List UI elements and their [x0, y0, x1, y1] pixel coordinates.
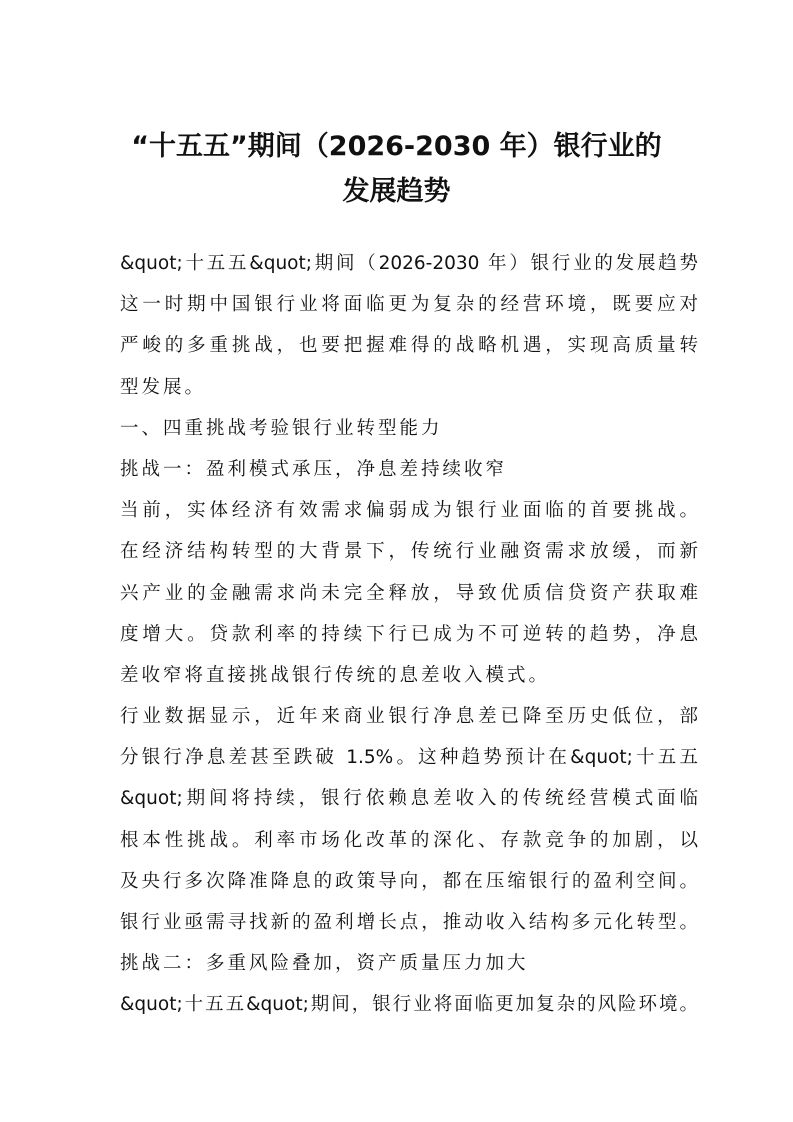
- text-line: 型发展。: [120, 376, 207, 398]
- text-line: &quot;期间将持续，银行依赖息差收入的传统经营模式面临: [120, 788, 698, 810]
- text-line: &quot;十五五&quot;期间（2026-2030 年）银行业的发展趋势: [120, 253, 698, 274]
- text-line: 差收窄将直接挑战银行传统的息差收入模式。: [120, 664, 551, 686]
- text-line: 兴产业的金融需求尚未完全释放，导致优质信贷资产获取难: [120, 582, 698, 604]
- text-line: 挑战一：盈利模式承压，净息差持续收窄: [120, 458, 508, 480]
- text-line: 当前，实体经济有效需求偏弱成为银行业面临的首要挑战。: [120, 500, 698, 522]
- text-line: 这一时期中国银行业将面临更为复杂的经营环境，既要应对: [120, 294, 698, 316]
- document-title-line-1: “十五五”期间（2026-2030 年）银行业的: [131, 131, 662, 162]
- text-line: 及央行多次降准降息的政策导向，都在压缩银行的盈利空间。: [120, 870, 698, 892]
- text-line: 银行业亟需寻找新的盈利增长点，推动收入结构多元化转型。: [120, 912, 698, 933]
- text-line: 根本性挑战。利率市场化改革的深化、存款竞争的加剧，以: [120, 829, 698, 851]
- text-line: 在经济结构转型的大背景下，传统行业融资需求放缓，而新: [120, 541, 698, 563]
- text-line: 行业数据显示，近年来商业银行净息差已降至历史低位，部: [120, 706, 698, 728]
- text-line: 分银行净息差甚至跌破 1.5%。这种趋势预计在&quot;十五五: [120, 747, 698, 769]
- text-line: 严峻的多重挑战，也要把握难得的战略机遇，实现高质量转: [120, 335, 698, 357]
- text-line: 度增大。贷款利率的持续下行已成为不可逆转的趋势，净息: [120, 623, 698, 645]
- text-line: 挑战二：多重风险叠加，资产质量压力加大: [120, 953, 529, 975]
- text-line: &quot;十五五&quot;期间，银行业将面临更加复杂的风险环境。: [120, 994, 698, 1016]
- document-title-line-2: 发展趋势: [342, 176, 451, 207]
- text-line: 一、四重挑战考验银行业转型能力: [120, 417, 443, 439]
- document-body: [120, 243, 698, 1026]
